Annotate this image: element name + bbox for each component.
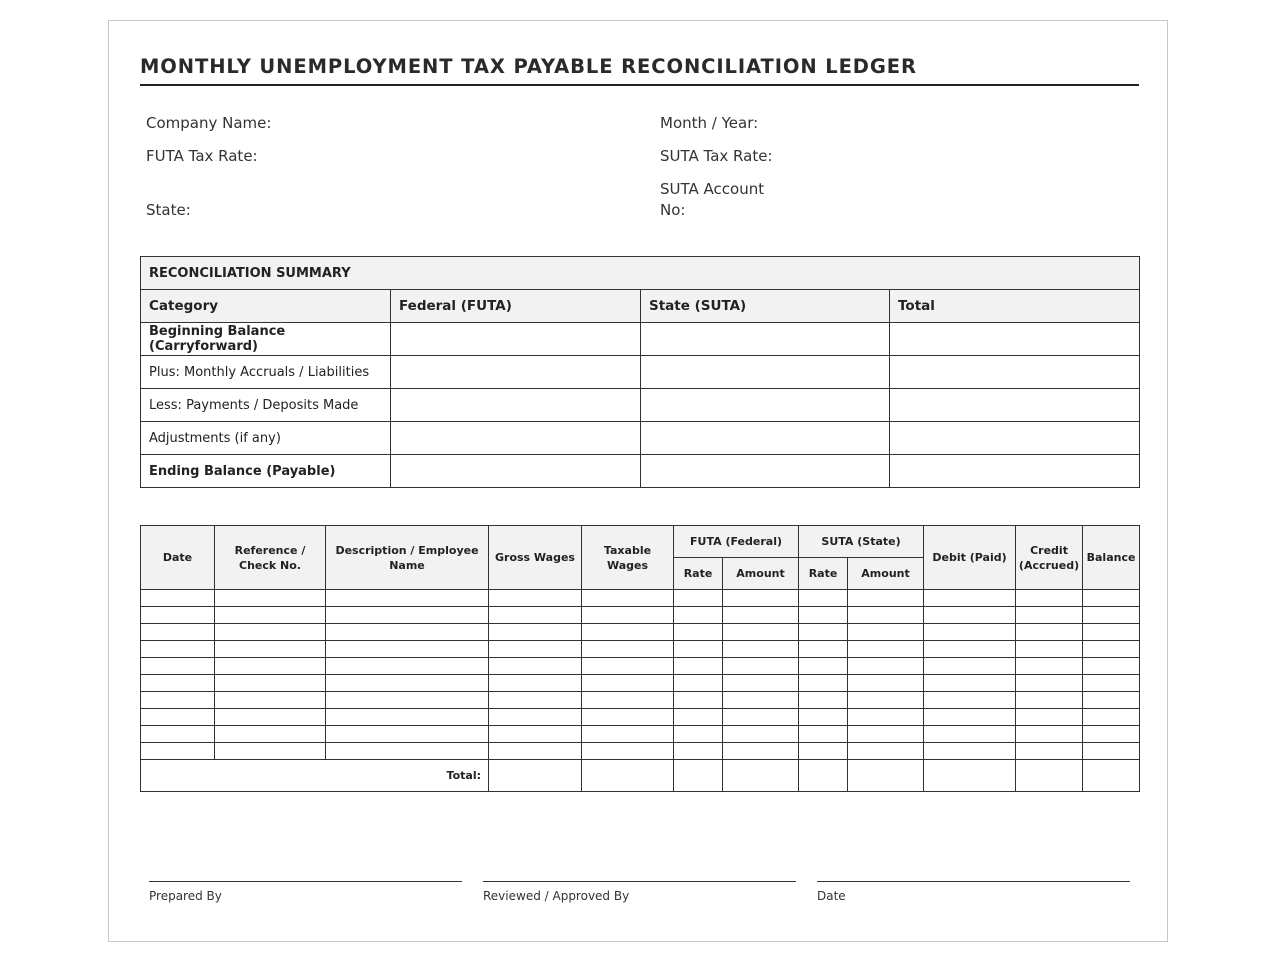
cell-description[interactable] xyxy=(326,641,489,658)
signature-line[interactable] xyxy=(483,881,796,882)
summary-cell-state[interactable] xyxy=(641,389,890,422)
cell-futa-amount[interactable] xyxy=(723,658,799,675)
total-balance[interactable] xyxy=(1083,760,1140,792)
table-row xyxy=(141,641,1140,658)
futa-tax-rate-label: FUTA Tax Rate: xyxy=(146,147,258,165)
cell-credit[interactable] xyxy=(1016,590,1083,607)
cell-description[interactable] xyxy=(326,692,489,709)
cell-suta-amount[interactable] xyxy=(848,641,924,658)
summary-cell-federal[interactable] xyxy=(391,389,641,422)
cell-debit[interactable] xyxy=(924,624,1016,641)
cell-debit[interactable] xyxy=(924,675,1016,692)
total-futa-amount[interactable] xyxy=(723,760,799,792)
cell-taxable-wages[interactable] xyxy=(582,692,674,709)
signature-label: Prepared By xyxy=(149,889,222,903)
table-row xyxy=(141,607,1140,624)
cell-balance[interactable] xyxy=(1083,641,1140,658)
cell-futa-amount[interactable] xyxy=(723,692,799,709)
total-futa-rate[interactable] xyxy=(674,760,723,792)
col-header-futa-rate: Rate xyxy=(674,558,723,590)
signature-reviewed-by xyxy=(483,881,796,903)
cell-suta-amount[interactable] xyxy=(848,709,924,726)
cell-balance[interactable] xyxy=(1083,692,1140,709)
signature-date xyxy=(817,881,1130,903)
summary-cell-federal[interactable] xyxy=(391,323,641,356)
col-header-balance: Balance xyxy=(1083,526,1140,590)
month-year-label: Month / Year: xyxy=(660,114,759,132)
cell-date[interactable] xyxy=(141,692,215,709)
cell-balance[interactable] xyxy=(1083,743,1140,760)
cell-balance[interactable] xyxy=(1083,675,1140,692)
cell-suta-amount[interactable] xyxy=(848,658,924,675)
cell-suta-rate[interactable] xyxy=(799,675,848,692)
cell-reference[interactable] xyxy=(215,590,326,607)
summary-row xyxy=(141,455,1140,488)
cell-date[interactable] xyxy=(141,726,215,743)
cell-suta-rate[interactable] xyxy=(799,607,848,624)
cell-suta-amount[interactable] xyxy=(848,624,924,641)
cell-gross-wages[interactable] xyxy=(489,692,582,709)
cell-taxable-wages[interactable] xyxy=(582,726,674,743)
cell-debit[interactable] xyxy=(924,641,1016,658)
cell-date[interactable] xyxy=(141,641,215,658)
col-header-suta-rate: Rate xyxy=(799,558,848,590)
table-row xyxy=(141,726,1140,743)
cell-description[interactable] xyxy=(326,607,489,624)
cell-gross-wages[interactable] xyxy=(489,675,582,692)
company-name-label: Company Name: xyxy=(146,114,272,132)
cell-credit[interactable] xyxy=(1016,692,1083,709)
cell-debit[interactable] xyxy=(924,590,1016,607)
total-gross-wages[interactable] xyxy=(489,760,582,792)
col-header-debit: Debit (Paid) xyxy=(924,526,1016,590)
cell-credit[interactable] xyxy=(1016,624,1083,641)
cell-description[interactable] xyxy=(326,726,489,743)
cell-balance[interactable] xyxy=(1083,726,1140,743)
cell-gross-wages[interactable] xyxy=(489,743,582,760)
summary-cell-federal[interactable] xyxy=(391,422,641,455)
cell-description[interactable] xyxy=(326,624,489,641)
cell-gross-wages[interactable] xyxy=(489,607,582,624)
reconciliation-summary-table xyxy=(140,256,1140,488)
cell-futa-amount[interactable] xyxy=(723,743,799,760)
col-header-date: Date xyxy=(141,526,215,590)
cell-credit[interactable] xyxy=(1016,726,1083,743)
col-group-futa: FUTA (Federal) xyxy=(674,526,799,558)
cell-reference[interactable] xyxy=(215,641,326,658)
summary-cell-state[interactable] xyxy=(641,323,890,356)
cell-taxable-wages[interactable] xyxy=(582,658,674,675)
cell-futa-amount[interactable] xyxy=(723,624,799,641)
ledger-total-row xyxy=(141,760,1140,792)
signature-label: Date xyxy=(817,889,846,903)
signature-prepared-by xyxy=(149,881,462,903)
ledger-form-page xyxy=(108,20,1168,942)
cell-description[interactable] xyxy=(326,709,489,726)
cell-suta-rate[interactable] xyxy=(799,692,848,709)
cell-futa-rate[interactable] xyxy=(674,607,723,624)
col-header-credit: Credit (Accrued) xyxy=(1016,526,1083,590)
summary-row-label: Adjustments (if any) xyxy=(141,422,391,455)
cell-reference[interactable] xyxy=(215,743,326,760)
summary-row xyxy=(141,323,1140,356)
col-header-futa-amount: Amount xyxy=(723,558,799,590)
summary-cell-total[interactable] xyxy=(890,422,1140,455)
summary-cell-total[interactable] xyxy=(890,356,1140,389)
cell-description[interactable] xyxy=(326,590,489,607)
suta-tax-rate-label: SUTA Tax Rate: xyxy=(660,147,773,165)
cell-date[interactable] xyxy=(141,590,215,607)
ledger-table xyxy=(140,525,1140,792)
signature-line[interactable] xyxy=(817,881,1130,882)
summary-cell-state[interactable] xyxy=(641,422,890,455)
form-title: MONTHLY UNEMPLOYMENT TAX PAYABLE RECONCILIATION LEDGER xyxy=(140,55,1139,86)
cell-balance[interactable] xyxy=(1083,709,1140,726)
cell-credit[interactable] xyxy=(1016,675,1083,692)
cell-balance[interactable] xyxy=(1083,624,1140,641)
cell-futa-rate[interactable] xyxy=(674,726,723,743)
cell-gross-wages[interactable] xyxy=(489,658,582,675)
cell-debit[interactable] xyxy=(924,726,1016,743)
signature-label: Reviewed / Approved By xyxy=(483,889,630,903)
cell-reference[interactable] xyxy=(215,624,326,641)
cell-date[interactable] xyxy=(141,624,215,641)
summary-section-title: RECONCILIATION SUMMARY xyxy=(141,257,1140,290)
cell-date[interactable] xyxy=(141,607,215,624)
cell-description[interactable] xyxy=(326,675,489,692)
summary-cell-total[interactable] xyxy=(890,389,1140,422)
cell-reference[interactable] xyxy=(215,709,326,726)
table-row xyxy=(141,658,1140,675)
col-header-description: Description / Employee Name xyxy=(326,526,489,590)
total-credit[interactable] xyxy=(1016,760,1083,792)
cell-description[interactable] xyxy=(326,658,489,675)
cell-date[interactable] xyxy=(141,743,215,760)
summary-cell-total[interactable] xyxy=(890,323,1140,356)
cell-balance[interactable] xyxy=(1083,590,1140,607)
cell-futa-rate[interactable] xyxy=(674,590,723,607)
cell-balance[interactable] xyxy=(1083,607,1140,624)
table-row xyxy=(141,675,1140,692)
cell-reference[interactable] xyxy=(215,607,326,624)
cell-gross-wages[interactable] xyxy=(489,709,582,726)
cell-futa-rate[interactable] xyxy=(674,641,723,658)
summary-cell-total[interactable] xyxy=(890,455,1140,488)
cell-date[interactable] xyxy=(141,709,215,726)
cell-futa-amount[interactable] xyxy=(723,709,799,726)
cell-taxable-wages[interactable] xyxy=(582,675,674,692)
table-row xyxy=(141,624,1140,641)
cell-taxable-wages[interactable] xyxy=(582,709,674,726)
summary-row-label: Less: Payments / Deposits Made xyxy=(141,389,391,422)
cell-debit[interactable] xyxy=(924,743,1016,760)
cell-futa-rate[interactable] xyxy=(674,675,723,692)
cell-reference[interactable] xyxy=(215,726,326,743)
cell-suta-amount[interactable] xyxy=(848,590,924,607)
cell-debit[interactable] xyxy=(924,607,1016,624)
cell-credit[interactable] xyxy=(1016,743,1083,760)
cell-suta-amount[interactable] xyxy=(848,607,924,624)
cell-credit[interactable] xyxy=(1016,709,1083,726)
cell-gross-wages[interactable] xyxy=(489,624,582,641)
summary-row xyxy=(141,356,1140,389)
col-header-taxable-wages: Taxable Wages xyxy=(582,526,674,590)
summary-row-label: Beginning Balance (Carryforward) xyxy=(141,323,391,356)
cell-futa-rate[interactable] xyxy=(674,709,723,726)
cell-futa-amount[interactable] xyxy=(723,607,799,624)
cell-suta-amount[interactable] xyxy=(848,692,924,709)
summary-cell-state[interactable] xyxy=(641,356,890,389)
cell-date[interactable] xyxy=(141,675,215,692)
cell-debit[interactable] xyxy=(924,692,1016,709)
col-header-reference: Reference / Check No. xyxy=(215,526,326,590)
cell-credit[interactable] xyxy=(1016,641,1083,658)
cell-suta-rate[interactable] xyxy=(799,743,848,760)
state-label: State: xyxy=(146,201,191,219)
table-row xyxy=(141,743,1140,760)
cell-futa-rate[interactable] xyxy=(674,692,723,709)
cell-taxable-wages[interactable] xyxy=(582,743,674,760)
summary-header-total: Total xyxy=(890,290,1140,323)
cell-suta-rate[interactable] xyxy=(799,624,848,641)
cell-suta-rate[interactable] xyxy=(799,726,848,743)
table-row xyxy=(141,709,1140,726)
table-row xyxy=(141,692,1140,709)
summary-header-state: State (SUTA) xyxy=(641,290,890,323)
total-suta-rate[interactable] xyxy=(799,760,848,792)
summary-row-label: Plus: Monthly Accruals / Liabilities xyxy=(141,356,391,389)
cell-credit[interactable] xyxy=(1016,607,1083,624)
total-taxable-wages[interactable] xyxy=(582,760,674,792)
cell-suta-rate[interactable] xyxy=(799,641,848,658)
cell-suta-rate[interactable] xyxy=(799,709,848,726)
cell-futa-rate[interactable] xyxy=(674,743,723,760)
total-debit[interactable] xyxy=(924,760,1016,792)
col-group-suta: SUTA (State) xyxy=(799,526,924,558)
cell-suta-rate[interactable] xyxy=(799,590,848,607)
summary-row-label: Ending Balance (Payable) xyxy=(141,455,391,488)
cell-balance[interactable] xyxy=(1083,658,1140,675)
cell-reference[interactable] xyxy=(215,675,326,692)
cell-gross-wages[interactable] xyxy=(489,590,582,607)
cell-debit[interactable] xyxy=(924,658,1016,675)
cell-suta-amount[interactable] xyxy=(848,743,924,760)
cell-futa-rate[interactable] xyxy=(674,658,723,675)
summary-header-category: Category xyxy=(141,290,391,323)
summary-cell-federal[interactable] xyxy=(391,455,641,488)
total-label: Total: xyxy=(141,760,489,792)
cell-credit[interactable] xyxy=(1016,658,1083,675)
signature-line[interactable] xyxy=(149,881,462,882)
cell-futa-amount[interactable] xyxy=(723,590,799,607)
col-header-gross-wages: Gross Wages xyxy=(489,526,582,590)
cell-taxable-wages[interactable] xyxy=(582,590,674,607)
cell-futa-rate[interactable] xyxy=(674,624,723,641)
cell-futa-amount[interactable] xyxy=(723,675,799,692)
cell-reference[interactable] xyxy=(215,658,326,675)
cell-description[interactable] xyxy=(326,743,489,760)
total-suta-amount[interactable] xyxy=(848,760,924,792)
cell-suta-amount[interactable] xyxy=(848,726,924,743)
cell-futa-amount[interactable] xyxy=(723,641,799,658)
summary-row xyxy=(141,389,1140,422)
cell-reference[interactable] xyxy=(215,692,326,709)
summary-cell-state[interactable] xyxy=(641,455,890,488)
summary-header-federal: Federal (FUTA) xyxy=(391,290,641,323)
cell-debit[interactable] xyxy=(924,709,1016,726)
ledger-body xyxy=(141,590,1140,760)
suta-account-no-label: SUTA Account No: xyxy=(660,180,765,219)
cell-suta-rate[interactable] xyxy=(799,658,848,675)
cell-taxable-wages[interactable] xyxy=(582,624,674,641)
summary-cell-federal[interactable] xyxy=(391,356,641,389)
cell-futa-amount[interactable] xyxy=(723,726,799,743)
cell-date[interactable] xyxy=(141,658,215,675)
cell-taxable-wages[interactable] xyxy=(582,607,674,624)
summary-row xyxy=(141,422,1140,455)
cell-suta-amount[interactable] xyxy=(848,675,924,692)
cell-taxable-wages[interactable] xyxy=(582,641,674,658)
table-row xyxy=(141,590,1140,607)
cell-gross-wages[interactable] xyxy=(489,641,582,658)
cell-gross-wages[interactable] xyxy=(489,726,582,743)
col-header-suta-amount: Amount xyxy=(848,558,924,590)
